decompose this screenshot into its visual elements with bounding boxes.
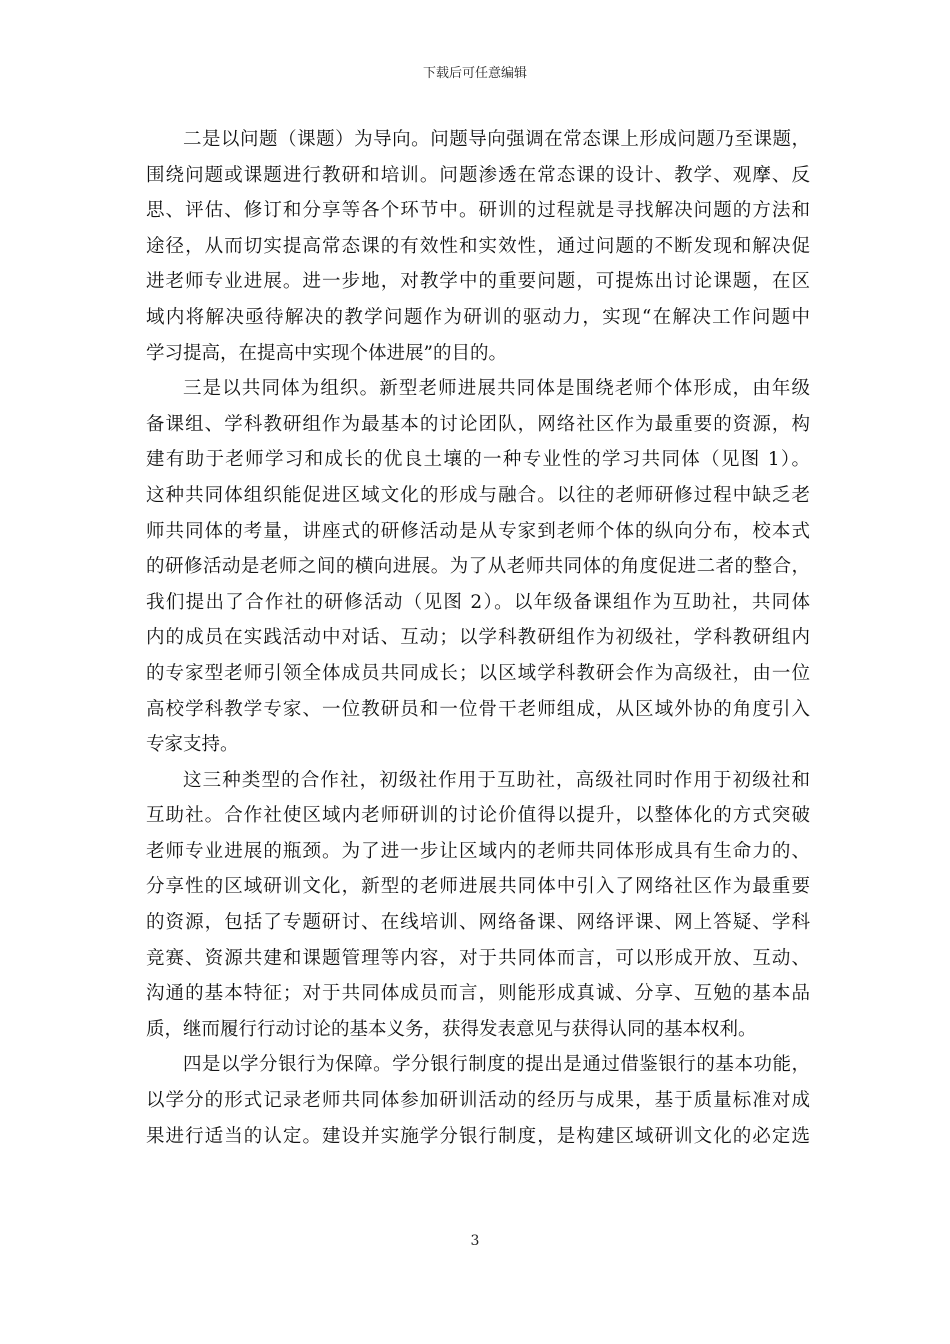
text-line: 竞赛、资源共建和课题管理等内容，对于共同体而言，可以形成开放、互动、: [146, 947, 810, 969]
text-line: 内的成员在实践活动中对话、互动；以学科教研组作为初级社，学科教研组内: [146, 627, 810, 649]
paragraph: [146, 122, 810, 371]
text-line: 进老师专业进展。进一步地，对教学中的重要问题，可提炼出讨论课题，在区: [146, 271, 810, 293]
text-line: 分享性的区域研训文化，新型的老师进展共同体中引入了网络社区作为最重要: [146, 876, 810, 898]
text-line: 途径，从而切实提高常态课的有效性和实效性，通过问题的不断发现和解决促: [146, 235, 810, 257]
text-line: 的专家型老师引领全体成员共同成长；以区域学科教研会作为高级社，由一位: [146, 662, 810, 684]
text-line: 四是以学分银行为保障。学分银行制度的提出是通过借鉴银行的基本功能，: [183, 1054, 810, 1076]
text-line: 二是以问题（课题）为导向。问题导向强调在常态课上形成问题乃至课题，: [183, 129, 810, 150]
paragraph: [146, 1047, 810, 1154]
text-line: 质，继而履行行动讨论的基本义务，获得发表意见与获得认同的基本权利。: [146, 1018, 757, 1040]
text-line: 建有助于老师学习和成长的优良土壤的一种专业性的学习共同体（见图 1）。: [146, 449, 810, 471]
text-line: 备课组、学科教研组作为最基本的讨论团队，网络社区作为最重要的资源，构: [146, 413, 810, 435]
text-line: 师共同体的考量，讲座式的研修活动是从专家到老师个体的纵向分布，校本式: [146, 520, 810, 542]
text-line: 专家支持。: [146, 734, 239, 756]
text-line: 果进行适当的认定。建设并实施学分银行制度，是构建区域研训文化的必定选: [146, 1125, 810, 1147]
text-line: 这三种类型的合作社，初级社作用于互助社，高级社同时作用于初级社和: [183, 769, 810, 791]
text-line: 沟通的基本特征；对于共同体成员而言，则能形成真诚、分享、互勉的基本品: [146, 983, 810, 1005]
text-line: 域内将解决亟待解决的教学问题作为研训的驱动力，实现“在解决工作问题中: [146, 306, 810, 328]
text-line: 的研修活动是老师之间的横向进展。为了从老师共同体的角度促进二者的整合，: [146, 556, 810, 578]
document-body: [146, 122, 810, 1154]
text-line: 学习提高，在提高中实现个体进展”的目的。: [146, 342, 507, 364]
text-line: 互助社。合作社使区域内老师研训的讨论价值得以提升，以整体化的方式突破: [146, 805, 810, 827]
text-line: 以学分的形式记录老师共同体参加研训活动的经历与成果，基于质量标准对成: [146, 1090, 810, 1112]
paragraph: [146, 763, 810, 1048]
text-line: 高校学科教学专家、一位教研员和一位骨干老师组成，从区域外协的角度引入: [146, 698, 810, 720]
paragraph: [146, 371, 810, 763]
text-line: 这种共同体组织能促进区域文化的形成与融合。以往的老师研修过程中缺乏老: [146, 484, 810, 506]
text-line: 三是以共同体为组织。新型老师进展共同体是围绕老师个体形成，由年级: [183, 378, 810, 400]
text-line: 围绕问题或课题进行教研和培训。问题渗透在常态课的设计、教学、观摩、反: [146, 164, 810, 186]
text-line: 的资源，包括了专题研讨、在线培训、网络备课、网络评课、网上答疑、学科: [146, 912, 810, 934]
page-number: 3: [470, 1233, 480, 1249]
text-line: 思、评估、修订和分享等各个环节中。研训的过程就是寻找解决问题的方法和: [146, 200, 810, 222]
page-header: 下载后可任意编辑: [422, 66, 527, 81]
text-line: 老师专业进展的瓶颈。为了进一步让区域内的老师共同体形成具有生命力的、: [146, 840, 810, 862]
text-line: 我们提出了合作社的研修活动（见图 2）。以年级备课组作为互助社，共同体: [146, 591, 810, 613]
